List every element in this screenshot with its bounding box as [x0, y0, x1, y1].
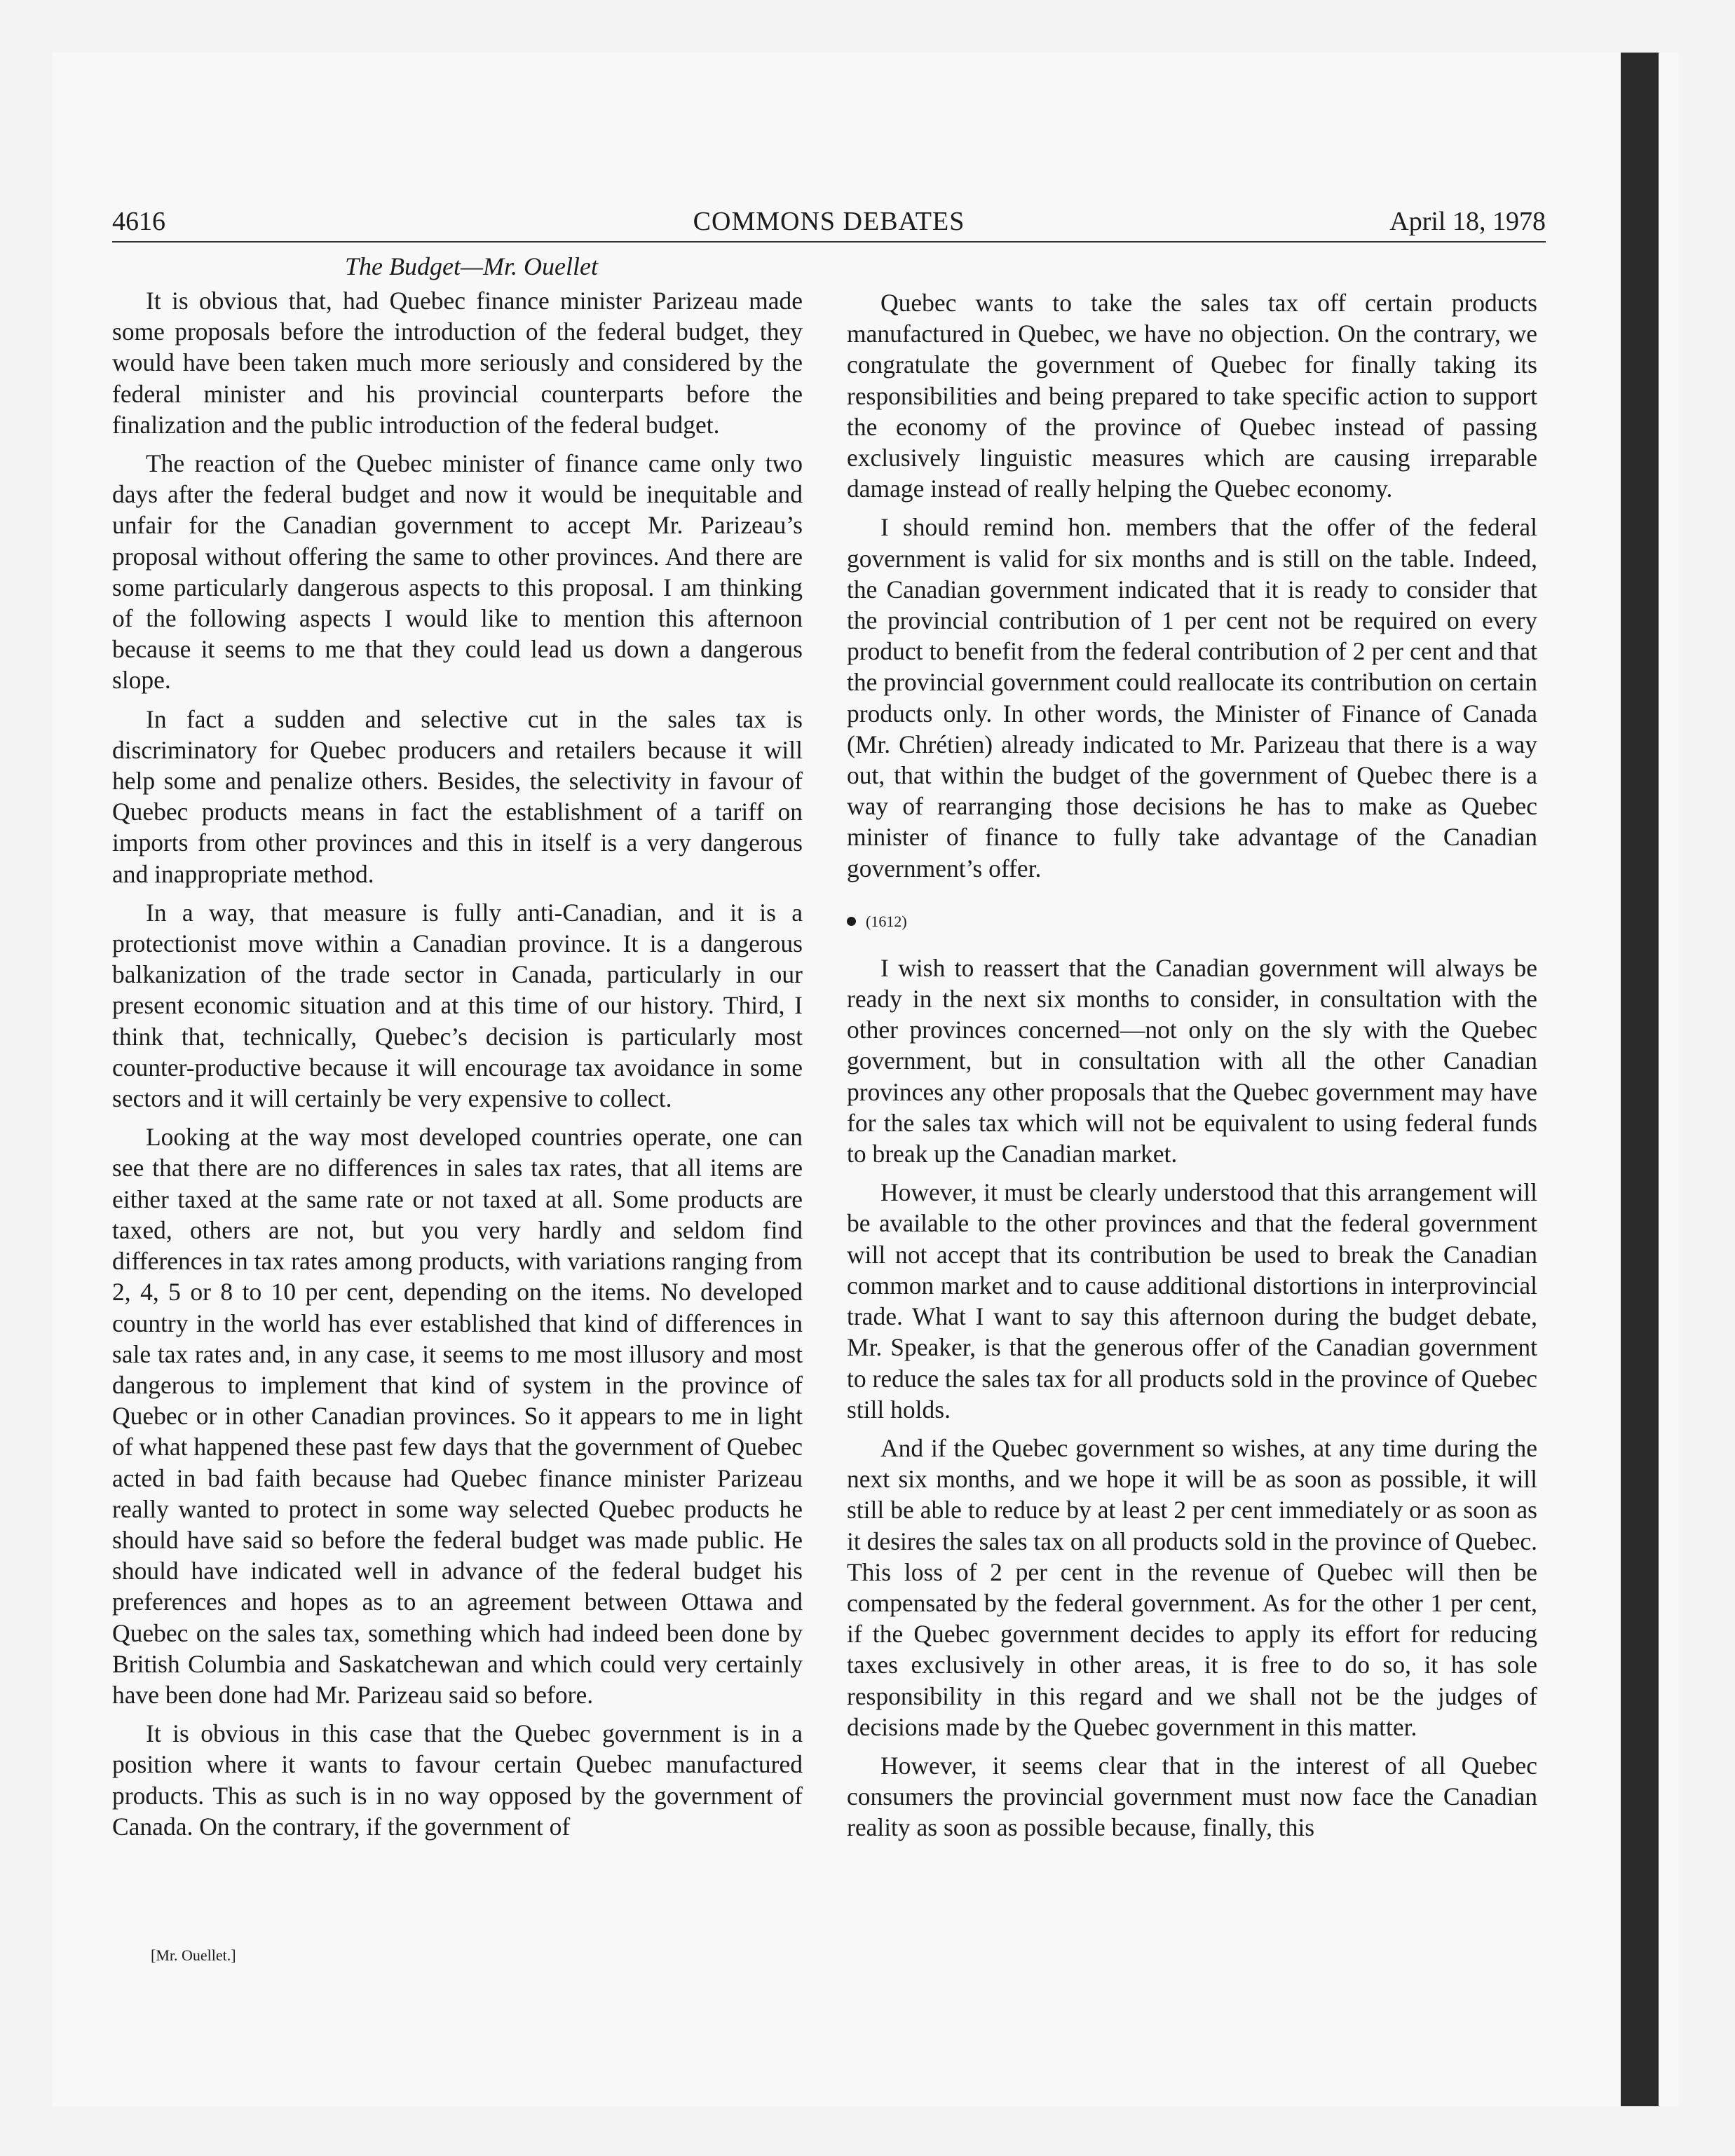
paragraph: However, it must be clearly understood that this arrangement will be available to the other provinces and that the federal government will not accept that its contribution be used to break the Canadian common market and to cause additional distortions in interprovincial trade. What I want to say this afternoon during the budget debate, Mr. Speaker, is that the generous offer of the Canadian government to reduce the sales tax for all products sold in the province of Quebec still holds.: [847, 1178, 1537, 1424]
paragraph: I should remind hon. members that the offer of the federal government is valid for six months and is still on the table. Indeed, the Canadian government indicated that it is ready to consider that the provincial contribution of 1 per cent not be required on every product to benefit from the federal contribution of 2 per cent and that the provincial government could reallocate its contribution on certain products only. In other words, the Minister of Finance of Canada (Mr. Chrétien) already indicated to Mr. Parizeau that there is a way out, that within the budget of the government of Quebec there is a way of rearranging those decisions he has to make as Quebec minister of finance to fully take advantage of the Canadian government’s offer.: [847, 513, 1537, 882]
page-header: [112, 203, 1546, 240]
paragraph: However, it seems clear that in the interest of all Quebec consumers the provincial government must now face the Canadian reality as soon as possible because, finally, this: [847, 1751, 1537, 1842]
right-column: [847, 287, 1537, 1851]
bullet-dot-icon: [847, 917, 856, 926]
running-head: The Budget—Mr. Ouellet: [345, 252, 598, 280]
publication-title: COMMONS DEBATES: [693, 207, 965, 236]
publication-date: April 18, 1978: [1389, 207, 1546, 236]
paragraph: I wish to reassert that the Canadian government will always be ready in the next six months to consider, in consultation with the other provinces concerned—not only on the sly with the Quebec government, but in consultation with all the other Canadian provinces any other proposals that the Quebec government may have for the sales tax which will not be equivalent to using federal funds to break up the Canadian market.: [847, 953, 1537, 1168]
speaker-footnote: [Mr. Ouellet.]: [151, 1946, 236, 1964]
time-marker-label: (1612): [866, 912, 907, 930]
paragraph: It is obvious in this case that the Quebec government is in a position where it wants to favour certain Quebec manufactured products. This as such is in no way opposed by the government of Canada. On the contrary, if the government of: [112, 1719, 803, 1841]
header-rule: [112, 241, 1546, 243]
left-column: [112, 249, 803, 1850]
paragraph: In fact a sudden and selective cut in the sales tax is discriminatory for Quebec producers and retailers because it will help some and penalize others. Besides, the selectivity in favour of Quebec products means in fact the establishment of a tariff on imports from other provinces and this in itself is a very dangerous and inappropriate method.: [112, 704, 803, 888]
paragraph: And if the Quebec government so wishes, at any time during the next six months, and we hope it will be as soon as possible, it will still be able to reduce by at least 2 per cent immediately or as soon as it desires the sales tax on all products sold in the province of Quebec. This loss of 2 per cent in the revenue of Quebec will then be compensated by the federal government. As for the other 1 per cent, if the Quebec government decides to apply its effort for reducing taxes exclusively in other areas, it is free to do so, it has sole responsibility in this regard and we shall not be the judges of decisions made by the Quebec government in this matter.: [847, 1433, 1537, 1741]
paragraph: Looking at the way most developed countries operate, one can see that there are no differences in sales tax rates, that all items are either taxed at the same rate or not taxed at all. Some products are taxed, others are not, but you very hardly and seldom find differences in tax rates among products, with variations ranging from 2, 4, 5 or 8 to 10 per cent, depending on the items. No developed country in the world has ever established that kind of differences in sale tax rates and, in any case, it seems to me most illusory and most dangerous to implement that kind of system in the province of Quebec or in other Canadian provinces. So it appears to me in light of what happened these past few days that the government of Quebec acted in bad faith because had Quebec finance minister Parizeau really wanted to protect in some way selected Quebec products he should have said so before the federal budget was made public. He should have indicated well in advance of the federal budget his preferences and hopes as to an agreement between Ottawa and Quebec on the sales tax, something which had indeed been done by British Columbia and Saskatchewan and which could very certainly have been done had Mr. Parizeau said so before.: [112, 1123, 803, 1709]
paragraph: The reaction of the Quebec minister of finance came only two days after the federal budget and now it would be inequitable and unfair for the Canadian government to accept Mr. Parizeau’s proposal without offering the same to other provinces. And there are some particularly dangerous aspects to this proposal. I am thinking of the following aspects I would like to mention this afternoon because it seems to me that they could lead us down a dangerous slope.: [112, 449, 803, 695]
page-number: 4616: [112, 207, 165, 236]
scan-edge-bar: [1621, 53, 1659, 2106]
paragraph: It is obvious that, had Quebec finance minister Parizeau made some proposals before the introduction of the federal budget, they would have been taken much more seriously and considered by the federal minister and his provincial counterparts before the finalization and the public introduction of the federal budget.: [112, 287, 803, 439]
time-marker: [847, 908, 1537, 936]
paragraph: Quebec wants to take the sales tax off certain products manufactured in Quebec, we have no objection. On the contrary, we congratulate the government of Quebec for finally taking its responsibilities and being prepared to take specific action to support the economy of the province of Quebec instead of passing exclusively linguistic measures which are causing irreparable damage instead of really helping the Quebec economy.: [847, 289, 1537, 503]
paragraph: In a way, that measure is fully anti-Canadian, and it is a protectionist move within a Canadian province. It is a dangerous balkanization of the trade sector in Canada, particularly in our present economic situation and at this time of our history. Third, I think that, technically, Quebec’s decision is particularly most counter-productive because it will encourage tax avoidance in some sectors and it will certainly be very expensive to collect.: [112, 898, 803, 1113]
